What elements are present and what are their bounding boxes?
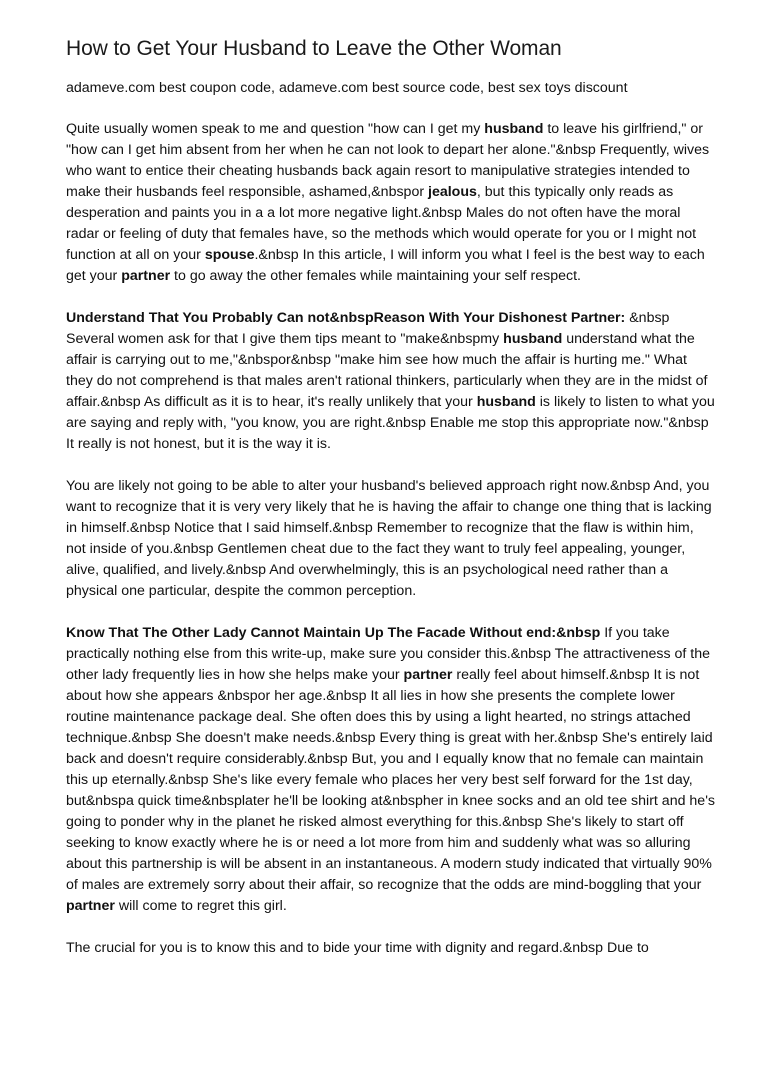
paragraph-text: to leave his girlfriend," or "how can I get him absent from her when he can not look to depart her alone."&nbsp Frequently, wives who want to entice their cheating husbands back again resort to manipulative strategies intended to make their husbands feel responsible, ashamed,&nbspor [66,121,710,200]
keyword-emphasis: partner [66,898,115,914]
keyword-emphasis: husband [476,394,536,410]
document-page [66,34,716,980]
paragraph [66,623,716,917]
paragraph [66,476,716,602]
keyword-emphasis: jealous [428,184,477,200]
keyword-emphasis: spouse [204,247,255,263]
keyword-emphasis: husband [503,331,563,347]
paragraph-text: is likely to listen to what you are saying and reply with, "you know, you are right.&nbsp Enable me stop this appropriate now."&nbsp It really is not honest, but it is the way it is. [66,394,715,452]
paragraph-text: will come to regret this girl. [114,898,287,914]
section-heading: Understand That You Probably Can not&nbspReason With Your Dishonest Partner: [66,310,626,326]
paragraph [66,119,716,287]
paragraph-text: The crucial for you is to know this and to bide your time with dignity and regard.&nbsp Due to [66,940,649,956]
paragraph-text: &nbsp Several women ask for that I give them tips meant to "make&nbspmy [66,310,670,347]
paragraph [66,938,716,959]
keyword-emphasis: husband [484,121,544,137]
article-body [66,119,716,959]
paragraph-text: to go away the other females while maintaining your self respect. [170,268,581,284]
paragraph-text: You are likely not going to be able to alter your husband's believed approach right now.&nbsp And, you want to recognize that it is very very likely that he is having the affair to change one thing that is lacking in himself.&nbsp Notice that I said himself.&nbsp Remember to recognize that the flaw is within him, not inside of you.&nbsp Gentlemen cheat due to the fact they want to truly feel appealing, younger, alive, qualified, and lively.&nbsp And overwhelmingly, this is an psychological need rather than a physical one particular, despite the common perception. [66,478,712,599]
paragraph-text: really feel about himself.&nbsp It is not about how she appears &nbspor her age.&nbsp It all lies in how she presents the complete lower routine maintenance package deal. She often does this by using a light hearted, no strings attached technique.&nbsp She doesn't make needs.&nbsp Every thing is great with her.&nbsp She's entirely laid back and doesn't require considerably.&nbsp But, you and I equally know that no female can maintain this up eternally.&nbsp She's like every female who places her very best self forward for the 1st day, but&nbspa quick time&nbsplater he'll be looking at&nbspher in knee socks and an old tee shirt and he's going to ponder why in the planet he risked almost everything for this.&nbsp She's likely to start off seeking to know exactly where he is or need a lot more from him and suddenly what was so alluring about this partnership is will be absent in an instantaneous. A modern study indicated that virtually 90% of males are extremely sorry about their affair, so recognize that the odds are mind-boggling that your [66,667,715,893]
page-title: How to Get Your Husband to Leave the Other Woman [66,37,562,60]
paragraph-text: understand what the affair is carrying out to me,"&nbspor&nbsp "make him see how much the affair is hurting me." What they do not comprehend is that males aren't rational thinkers, particularly when they are in the midst of affair.&nbsp As difficult as it is to hear, it's really unlikely that your [66,331,708,410]
section-heading: Know That The Other Lady Cannot Maintain Up The Facade Without end:&nbsp [66,625,601,641]
keyword-emphasis: partner [121,268,171,284]
keywords-line: adameve.com best coupon code, adameve.com best source code, best sex toys discount [66,80,628,96]
paragraph-text: Quite usually women speak to me and question "how can I get my [66,121,485,137]
paragraph [66,308,716,455]
paragraph-text: .&nbsp In this article, I will inform you what I feel is the best way to each get your [66,247,705,284]
paragraph-text: If you take practically nothing else from this write-up, make sure you consider this.&nbsp The attractiveness of the other lady frequently lies in how she helps make your [66,625,711,683]
keyword-emphasis: partner [403,667,453,683]
paragraph-text: , but this typically only reads as desperation and paints you in a a lot more negative light.&nbsp Males do not often have the moral radar or feeling of duty that females have, so the methods which would operate for you or I might not function at all on your [66,184,697,263]
